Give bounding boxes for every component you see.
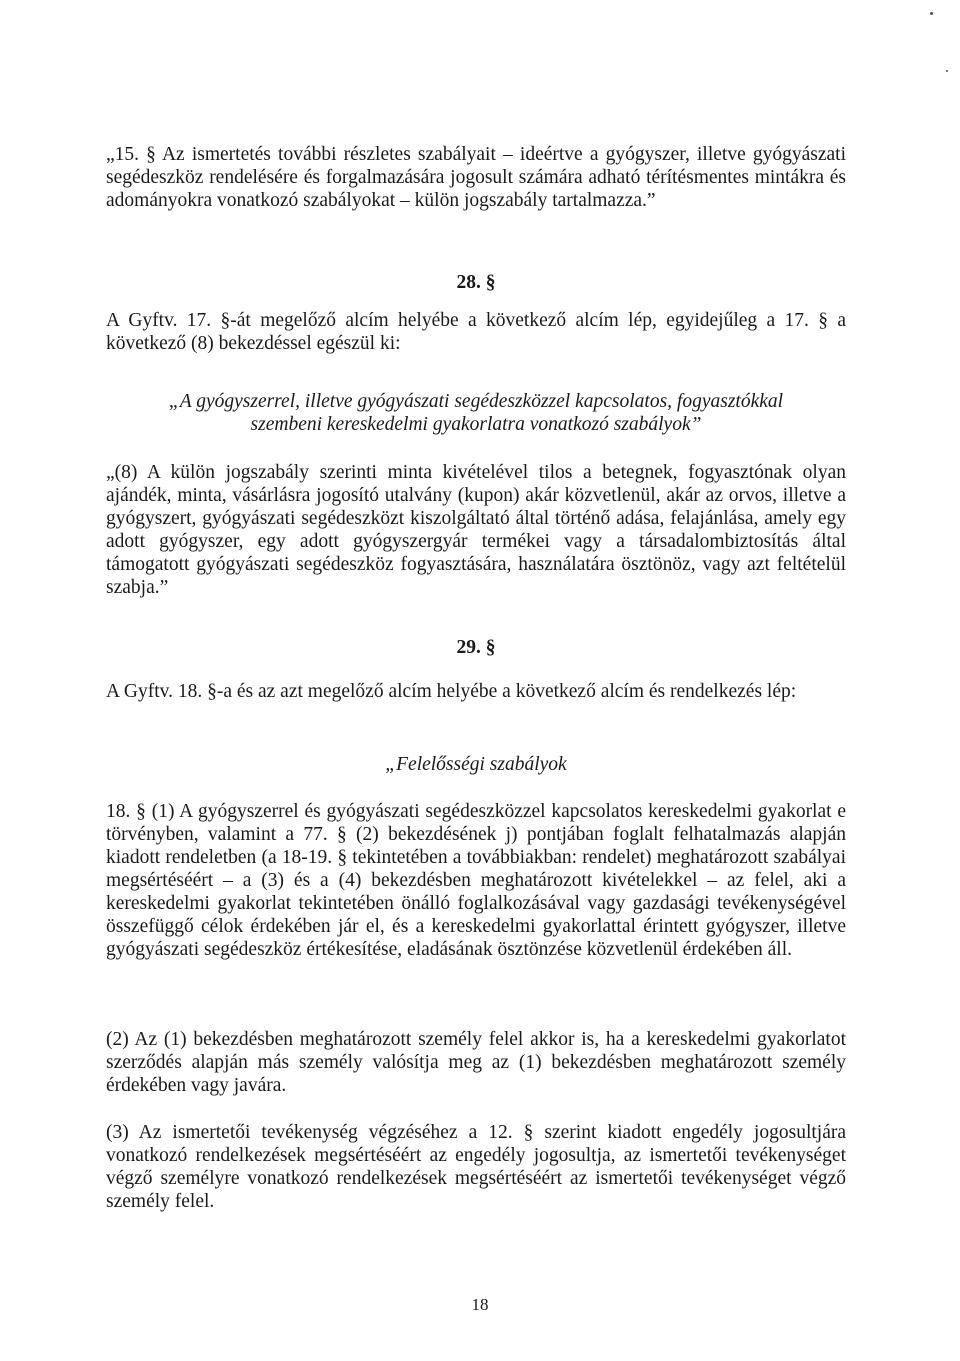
subtitle-consumer-practices: [106, 390, 846, 436]
scan-speck: [946, 70, 948, 72]
section-heading-29: 29. §: [456, 637, 496, 658]
paragraph-amendment-18: A Gyftv. 18. §-a és az azt megelőző alcím helyébe a következő alcím és rendelkezés lép:: [106, 681, 797, 702]
subtitle-line-2: szembeni kereskedelmi gyakorlatra vonatkozó szabályok”: [250, 414, 702, 435]
paragraph-18-1: 18. § (1) A gyógyszerrel és gyógyászati segédeszközzel kapcsolatos kereskedelmi gyakorlat e törvényben, valamint a 77. § (2) bekezdésének j) pontjában foglalt felhatalmazás alapján kiadott rendeletben (a 18-19. § tekintetében a továbbiakban: rendelet) meghatározott szabályai megsértéséért – a (3) és a (4) bekezdésben meghatározott kivételekkel – az felel, aki a kereskedelmi gyakorlat tekintetében önálló foglalkozásával vagy gazdasági tevékenységével összefüggő célok érdekében jár el, és a kereskedelmi gyakorlattal érintett gyógyszer, illetve gyógyászati segédeszköz értékesítése, eladásának ösztönzése közvetlenül érdekében áll.: [106, 801, 846, 960]
page-number: 18: [471, 1295, 489, 1314]
section-heading-28: 28. §: [456, 272, 496, 293]
paragraph-amendment-17: A Gyftv. 17. §-át megelőző alcím helyébe a következő alcím lép, egyidejűleg a 17. § a következő (8) bekezdéssel egészül ki:: [106, 310, 846, 354]
paragraph-18-2: (2) Az (1) bekezdésben meghatározott személy felel akkor is, ha a kereskedelmi gyakorlatot szerződés alapján más személy valósítja meg az (1) bekezdésben meghatározott személy érdekében vagy javára.: [106, 1029, 846, 1096]
paragraph-intro-quote: „15. § Az ismertetés további részletes szabályait – ideértve a gyógyszer, illetve gyógyászati segédeszköz rendelésére és forgalmazására jogosult számára adható térítésmentes mintákra és adományokra vonatkozó szabályokat – külön jogszabály tartalmazza.”: [106, 144, 846, 211]
paragraph-section-8: „(8) A külön jogszabály szerinti minta kivételével tilos a betegnek, fogyasztónak olyan ajándék, minta, vásárlásra jogosító utalvány (kupon) akár közvetlenül, akár az orvos, illetve a gyógyszert, gyógyászati segédeszközt kiszolgáltató által történő adása, felajánlása, amely egy adott gyógyszer, egy adott gyógyszergyár termékei vagy a társadalombiztosítás által támogatott gyógyászati segédeszköz fogyasztására, használatára ösztönöz, vagy azt feltételül szabja.”: [106, 462, 846, 598]
subtitle-line-1: „A gyógyszerrel, illetve gyógyászati segédeszközzel kapcsolatos, fogyasztókkal: [168, 391, 784, 412]
paragraph-18-3: (3) Az ismertetői tevékenység végzéséhez a 12. § szerint kiadott engedély jogosultjára vonatkozó rendelkezések megsértéséért az engedély jogosultja, az ismertetői tevékenységet végző személyre vonatkozó rendelkezések megsértéséért az ismertetői tevékenységet végző személy felel.: [106, 1122, 846, 1212]
scan-speck: [930, 12, 933, 15]
subtitle-liability-rules: „Felelősségi szabályok: [385, 754, 567, 775]
